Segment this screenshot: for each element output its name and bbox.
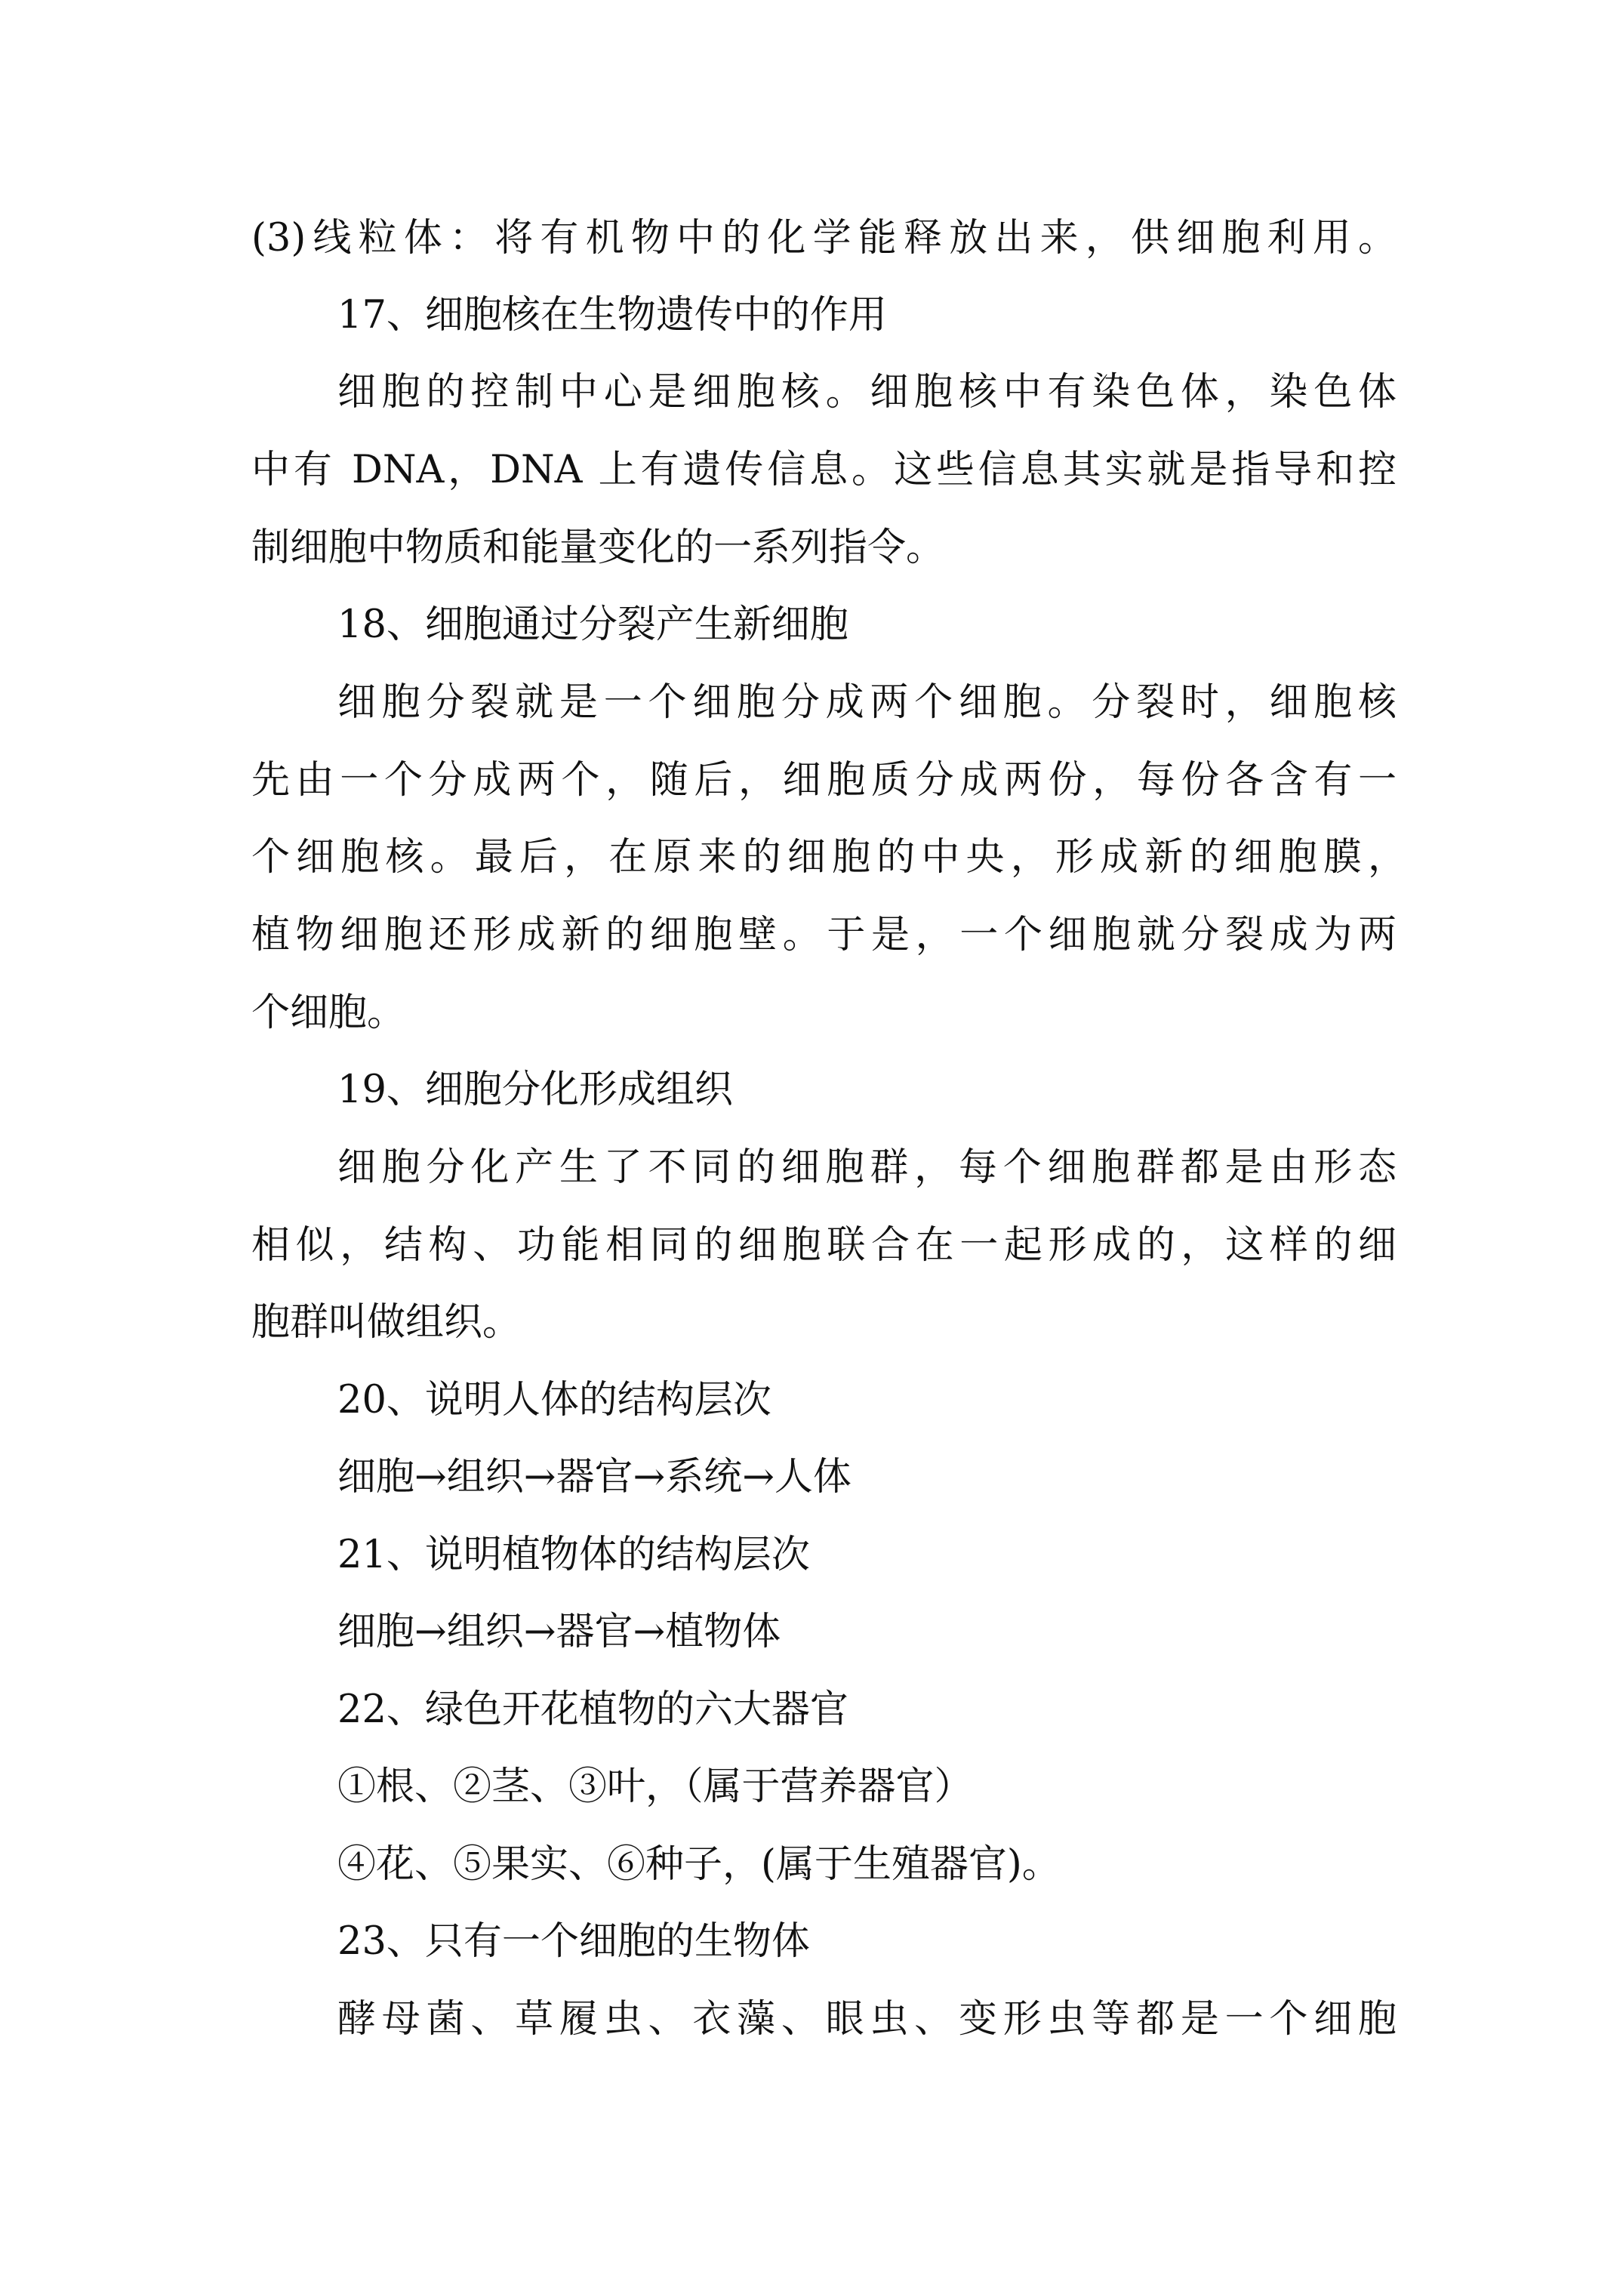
section-heading-22: 22、绿色开花植物的六大器官 <box>337 1687 848 1732</box>
section-heading-23: 23、只有一个细胞的生物体 <box>337 1919 810 1964</box>
paragraph-line: 细胞分裂就是一个细胞分成两个细胞。分裂时，细胞核 <box>337 680 1397 725</box>
paragraph-line: (3)线粒体：将有机物中的化学能释放出来，供细胞利用。 <box>251 216 1397 260</box>
paragraph-line: 个细胞。 <box>251 991 406 1035</box>
section-heading-20: 20、说明人体的结构层次 <box>337 1378 771 1422</box>
paragraph-line: 制细胞中物质和能量变化的一系列指令。 <box>251 525 945 570</box>
paragraph-line: 相似，结构、功能相同的细胞联合在一起形成的，这样的细 <box>251 1223 1397 1268</box>
paragraph-line: 细胞→组织→器官→植物体 <box>337 1610 781 1654</box>
paragraph-line: ④花、⑤果实、⑥种子，(属于生殖器官)。 <box>337 1842 1061 1887</box>
paragraph-line: 植物细胞还形成新的细胞壁。于是，一个细胞就分裂成为两 <box>251 913 1397 957</box>
paragraph-line: 细胞分化产生了不同的细胞群，每个细胞群都是由形态 <box>337 1145 1397 1190</box>
paragraph-line: 细胞的控制中心是细胞核。细胞核中有染色体，染色体 <box>337 370 1397 415</box>
paragraph-line: 个细胞核。最后，在原来的细胞的中央，形成新的细胞膜， <box>251 835 1406 880</box>
paragraph-line: 细胞→组织→器官→系统→人体 <box>337 1455 852 1499</box>
section-heading-21: 21、说明植物体的结构层次 <box>337 1533 810 1577</box>
paragraph-line: 中有 DNA，DNA 上有遗传信息。这些信息其实就是指导和控 <box>251 448 1397 492</box>
paragraph-line: 酵母菌、草履虫、衣藻、眼虫、变形虫等都是一个细胞 <box>337 1997 1397 2042</box>
section-heading-17: 17、细胞核在生物遗传中的作用 <box>337 293 887 337</box>
section-heading-18: 18、细胞通过分裂产生新细胞 <box>337 603 848 647</box>
paragraph-line: 先由一个分成两个，随后，细胞质分成两份，每份各含有一 <box>251 758 1397 803</box>
paragraph-line: 胞群叫做组织。 <box>251 1300 522 1345</box>
section-heading-19: 19、细胞分化形成组织 <box>337 1068 733 1112</box>
paragraph-line: ①根、②茎、③叶，（属于营养器官） <box>337 1764 973 1809</box>
